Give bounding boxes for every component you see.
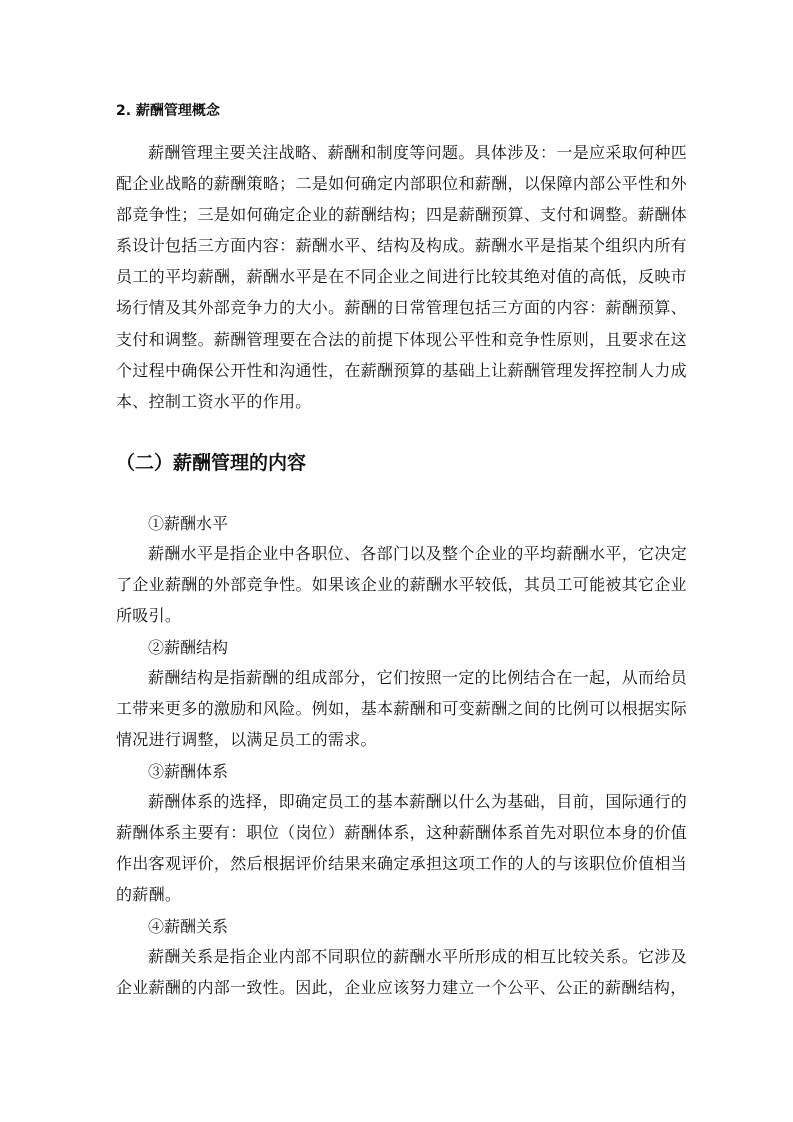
item-title-salary-structure: ②薪酬结构 [148, 638, 229, 657]
section-heading: （二）薪酬管理的内容 [116, 452, 307, 474]
item-title-salary-system: ③薪酬体系 [148, 762, 229, 781]
concept-paragraph: 薪酬管理主要关注战略、薪酬和制度等问题。具体涉及：一是应采取何种匹配企业战略的薪酬策略；二是如何确定内部职位和薪酬，以保障内部公平性和外部竞争性；三是如何确定企业的薪酬结构；四是薪酬预算、支付和调整。薪酬体系设计包括三方面内容：薪酬水平、结构及构成。薪酬水平是指某个组织内所有员工的平均薪酬，薪酬水平是在不同企业之间进行比较其绝对值的高低，反映市场行情及其外部竞争力的大小。薪酬的日常管理包括三方面的内容：薪酬预算、支付和调整。薪酬管理要在合法的前提下体现公平性和竞争性原则，且要求在这个过程中确保公开性和沟通性，在薪酬预算的基础上让薪酬管理发挥控制人力成本、控制工资水平的作用。 [116, 143, 687, 411]
concept-heading: 2. 薪酬管理概念 [116, 103, 220, 119]
item-title-salary-relation: ④薪酬关系 [148, 917, 229, 936]
item-text-salary-level: 薪酬水平是指企业中各职位、各部门以及整个企业的平均薪酬水平，它决定了企业薪酬的外部竞争性。如果该企业的薪酬水平较低，其员工可能被其它企业所吸引。 [116, 544, 687, 626]
item-text-salary-system: 薪酬体系的选择，即确定员工的基本薪酬以什么为基础，目前，国际通行的薪酬体系主要有：职位（岗位）薪酬体系，这种薪酬体系首先对职位本身的价值作出客观评价，然后根据评价结果来确定承担这项工作的人的与该职位价值相当的薪酬。 [116, 792, 687, 905]
item-text-salary-structure: 薪酬结构是指薪酬的组成部分，它们按照一定的比例结合在一起，从而给员工带来更多的激励和风险。例如，基本薪酬和可变薪酬之间的比例可以根据实际情况进行调整，以满足员工的需求。 [116, 668, 687, 750]
item-title-salary-level: ①薪酬水平 [148, 514, 229, 533]
item-text-salary-relation: 薪酬关系是指企业内部不同职位的薪酬水平所形成的相互比较关系。它涉及企业薪酬的内部一致性。因此，企业应该努力建立一个公平、公正的薪酬结构， [116, 947, 687, 998]
